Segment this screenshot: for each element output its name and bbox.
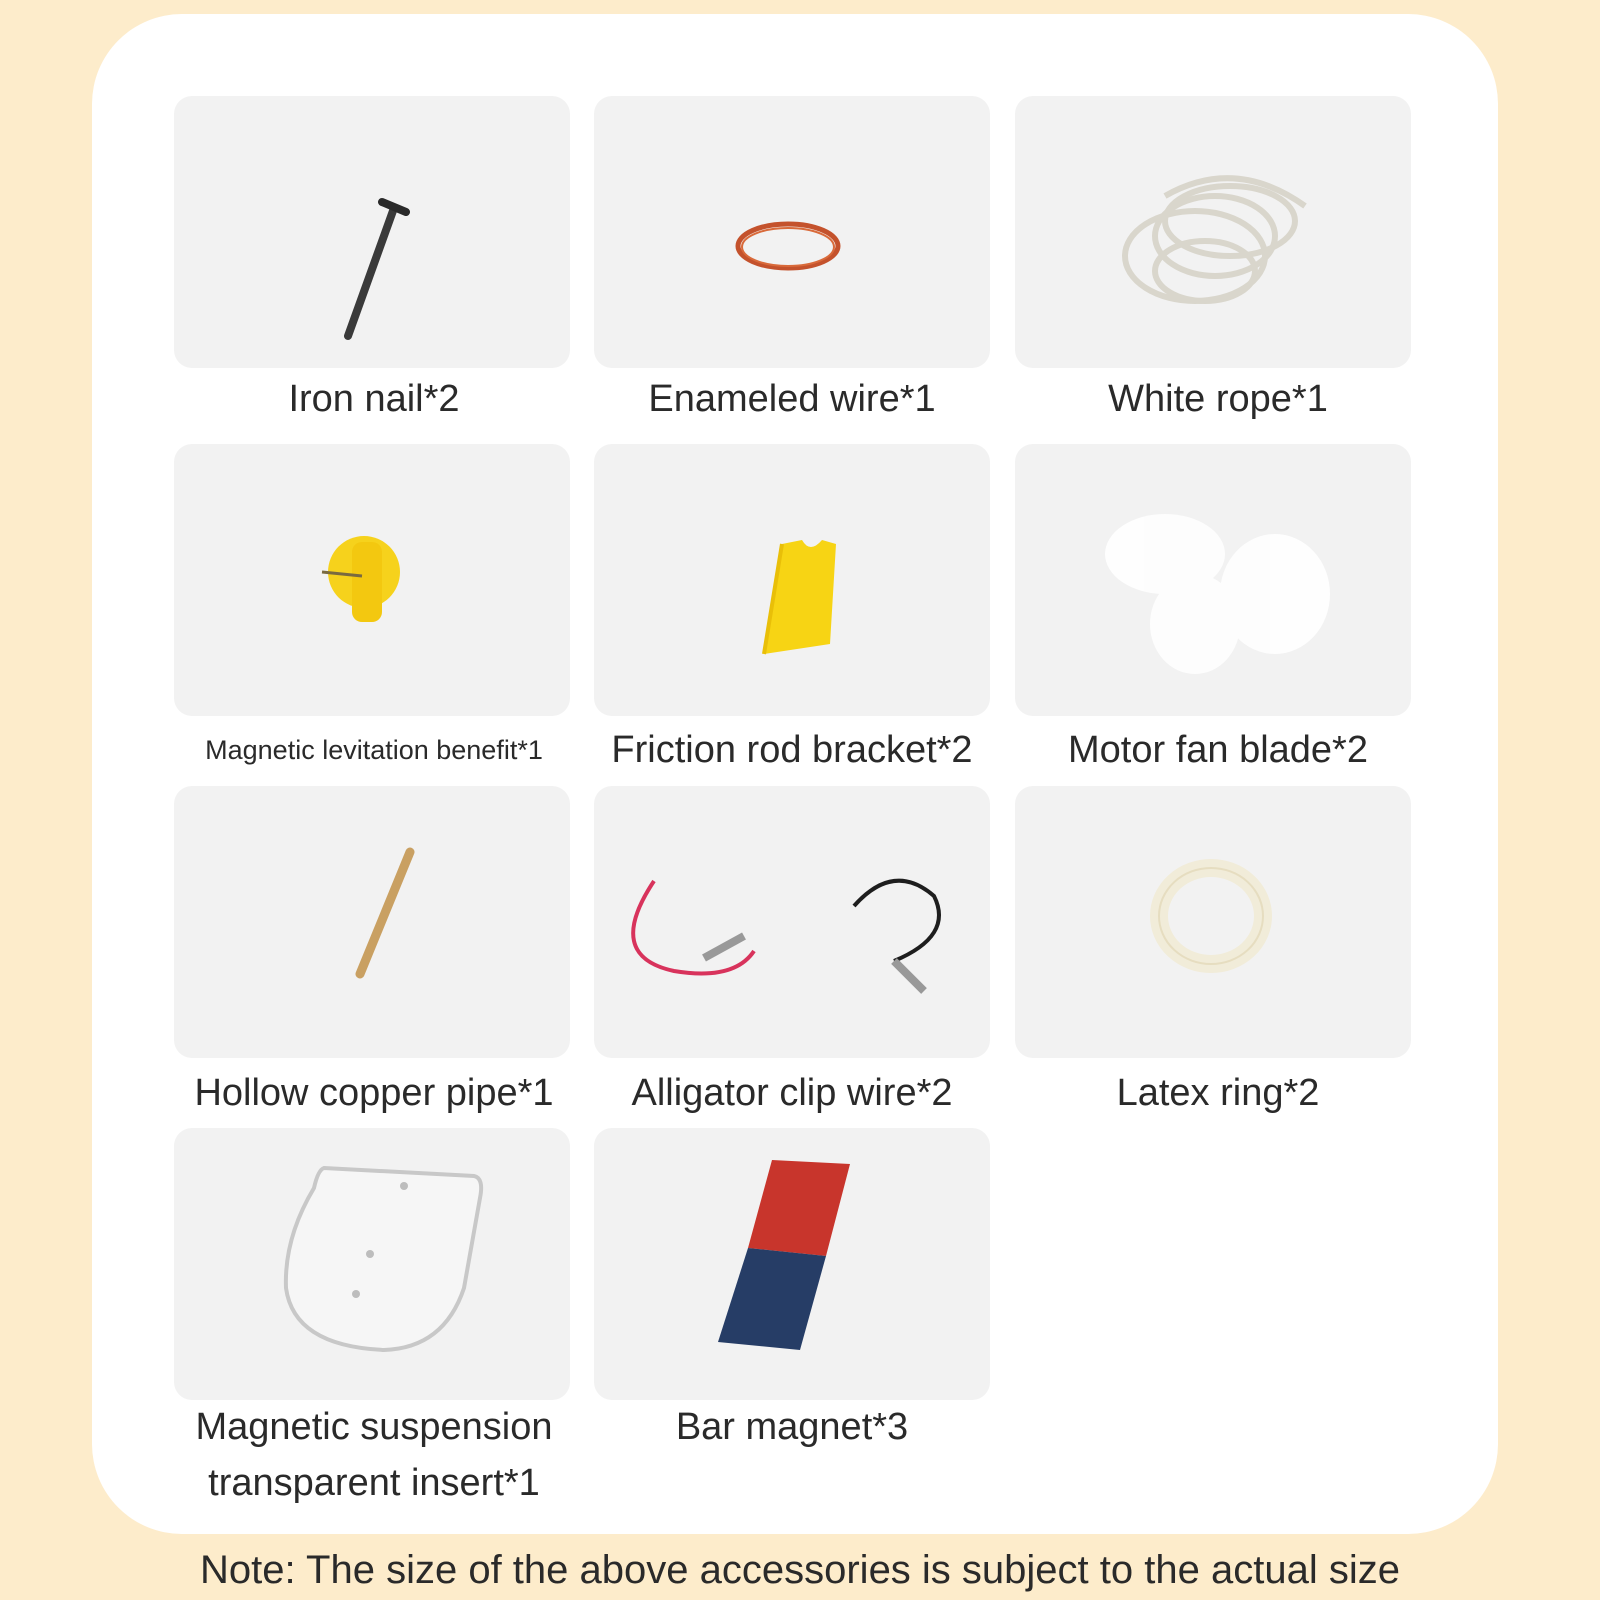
item-image-copper-pipe <box>174 786 570 1058</box>
item-image-transparent-insert <box>174 1128 570 1400</box>
item-label-levitation-part: Magnetic levitation benefit*1 <box>205 735 543 765</box>
item-label-fan-blade: Motor fan blade*2 <box>1068 729 1368 771</box>
latex-ring-icon <box>1015 786 1411 1058</box>
item-label-white-rope: White rope*1 <box>1108 378 1328 420</box>
item-image-latex-ring <box>1015 786 1411 1058</box>
transparent-insert-icon <box>174 1128 570 1400</box>
item-label-iron-nail: Iron nail*2 <box>288 378 460 420</box>
item-label-latex-ring: Latex ring*2 <box>1116 1072 1320 1114</box>
size-note: Note: The size of the above accessories is subject to the actual size <box>200 1548 1400 1592</box>
item-label-bar-magnet: Bar magnet*3 <box>675 1406 909 1448</box>
item-label-alligator-clip: Alligator clip wire*2 <box>631 1072 953 1114</box>
item-image-alligator-clip <box>594 786 990 1058</box>
white-rope-icon <box>1015 96 1411 368</box>
item-image-bar-magnet <box>594 1128 990 1400</box>
item-image-fan-blade <box>1015 444 1411 716</box>
bar-magnet-icon <box>594 1128 990 1400</box>
item-label-bracket: Friction rod bracket*2 <box>611 729 973 771</box>
item-label-transparent-insert-line1: Magnetic suspension <box>195 1406 553 1448</box>
item-image-levitation-part <box>174 444 570 716</box>
item-label-enameled-wire: Enameled wire*1 <box>648 378 936 420</box>
iron-nail-icon <box>174 96 570 368</box>
fan-blade-icon <box>1015 444 1411 716</box>
levitation-part-icon <box>174 444 570 716</box>
item-label-copper-pipe: Hollow copper pipe*1 <box>194 1072 554 1114</box>
item-image-enameled-wire <box>594 96 990 368</box>
alligator-clip-icon <box>594 786 990 1058</box>
item-image-white-rope <box>1015 96 1411 368</box>
item-image-bracket <box>594 444 990 716</box>
item-label-transparent-insert-line2: transparent insert*1 <box>208 1462 540 1504</box>
copper-pipe-icon <box>174 786 570 1058</box>
enameled-wire-icon <box>594 96 990 368</box>
item-image-iron-nail <box>174 96 570 368</box>
bracket-icon <box>594 444 990 716</box>
